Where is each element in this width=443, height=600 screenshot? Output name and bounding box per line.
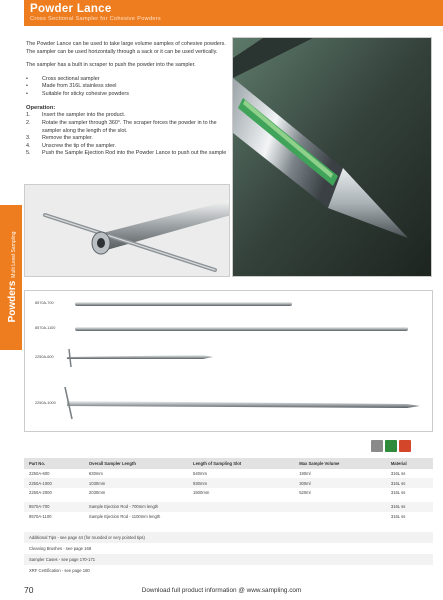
side-tab-sub: Multi Level Sampling: [11, 231, 17, 278]
note-item: Sampler Cases - see page 170-171: [24, 554, 433, 565]
column-header: Max Sample Volume: [294, 458, 386, 469]
intro-paragraph-1: The Powder Lance can be used to take large volume samples of cohesive powders. The sampler can be used horizontally through a sack or it can be used vertically.: [26, 41, 226, 55]
operation-steps: [26, 112, 231, 157]
product-lineup-panel: [24, 290, 433, 432]
product-lineup-illustration: [25, 291, 434, 433]
page-title: Powder Lance: [30, 3, 112, 15]
feature-item: • Suitable for sticky cohesive powders: [26, 90, 129, 97]
table-row: 2250A-600 630mm 540mm 190ml 316L ss: [29, 471, 406, 477]
stainless-steel-icon: [371, 440, 383, 452]
operation-step: 2. Rotate the sampler through 360°. The scraper forces the powder in to the sampler along the length of the slot.: [26, 120, 217, 134]
section-side-tab: [0, 205, 22, 350]
feature-list: [26, 76, 231, 99]
feature-item: • Made from 316L stainless steel: [26, 83, 117, 90]
lance-tip-photo: [232, 37, 432, 277]
note-item: Additional Tips - see page 44 (for rounded or very pointed tips): [24, 532, 433, 543]
product-label: 8570A-700: [35, 301, 54, 305]
note-item: Cleaning Brushes - see page 168: [29, 546, 92, 551]
product-label: 2250A-600: [35, 355, 54, 359]
t-handle-photo: [24, 184, 230, 277]
spec-table: [24, 458, 433, 521]
table-row: 2250A-2000 2030mm 1500mm 520ml 316L ss: [29, 489, 406, 495]
table-row: 8570A-1100 Sample Ejection Rod - 1100mm length 316L ss: [29, 513, 406, 519]
page-subtitle: Cross Sectional Sampler for Cohesive Powders: [30, 16, 162, 22]
column-header: Length of Sampling Slot: [188, 458, 294, 469]
side-tab-main: Powders: [7, 280, 18, 323]
related-notes: [24, 532, 433, 576]
page-number: 70: [24, 585, 34, 595]
operation-step: 4. Unscrew the tip of the sampler.: [26, 142, 117, 149]
operation-title: Operation:: [26, 105, 56, 112]
footer-link-text: Download full product information @ www.sampling.com: [141, 587, 302, 594]
operation-step: 3. Remove the sampler.: [26, 135, 93, 142]
product-label: 8570A-1100: [35, 326, 56, 330]
material-icons: [371, 440, 411, 452]
table-header-row: [24, 458, 433, 469]
operation-step: 1. Insert the sampler into the product.: [26, 112, 126, 119]
table-row: 2250A-1000 1030mm 930mm 300ml 316L ss: [24, 478, 433, 487]
column-header: Part No.: [24, 458, 84, 469]
product-label: 2250A-1000: [35, 401, 56, 405]
lance-tip-illustration: [233, 38, 432, 277]
operation-step: 5. Push the Sample Ejection Rod into the Powder Lance to push out the sample: [26, 150, 227, 157]
intro-paragraph-2: The sampler has a built in scraper to push the powder into the sampler.: [26, 62, 196, 69]
side-tab-text: [2, 232, 20, 323]
table-row: 8570A-700 Sample Ejection Rod - 700mm length 316L ss: [24, 502, 433, 511]
header-bar: [24, 0, 443, 26]
column-header: Overall Sampler Length: [84, 458, 188, 469]
column-header: Material: [386, 458, 433, 469]
t-handle-illustration: [25, 185, 230, 277]
feature-item: • Cross sectional sampler: [26, 75, 100, 82]
note-item: XRF Certification - see page 180: [29, 568, 90, 573]
intro-text: [26, 41, 231, 158]
sample-cup-icon: [399, 440, 411, 452]
food-safe-icon: [385, 440, 397, 452]
